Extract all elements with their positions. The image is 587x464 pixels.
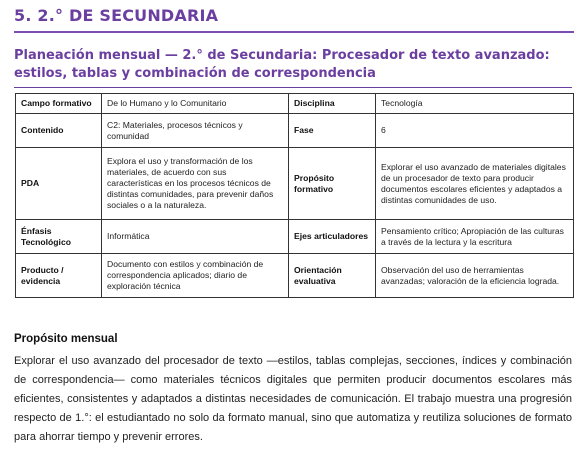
cell-label: Contenido <box>16 114 102 148</box>
cell-label: Orientación evaluativa <box>289 254 376 298</box>
purpose-heading: Propósito mensual <box>14 333 118 345</box>
cell-label: PDA <box>16 148 102 220</box>
cell-value: 6 <box>376 114 574 148</box>
section-heading: 5. 2.° DE SECUNDARIA <box>14 6 219 25</box>
cell-value: Explora el uso y transformación de los materiales, de acuerdo con sus características en los procesos técnicos de distintas comunidades, para prevenir daños sociales o a la naturaleza. <box>102 148 289 220</box>
table-row <box>16 254 574 298</box>
cell-label: Ejes articuladores <box>289 220 376 254</box>
table-row <box>16 114 574 148</box>
table-row <box>16 148 574 220</box>
cell-label: Énfasis Tecnológico <box>16 220 102 254</box>
cell-value: Explorar el uso avanzado de materiales digitales de un procesador de texto para producir documentos escolares eficientes y adaptados a distintas comunidades de uso. <box>376 148 574 220</box>
cell-value: Documento con estilos y combinación de correspondencia aplicados; diario de exploración técnica <box>102 254 289 298</box>
plan-title: Planeación mensual — 2.° de Secundaria: Procesador de texto avanzado: estilos, tablas y combinación de correspondencia <box>14 48 550 81</box>
cell-label: Producto / evidencia <box>16 254 102 298</box>
title-divider <box>14 87 572 88</box>
cell-value: Pensamiento crítico; Apropiación de las culturas a través de la lectura y la escritura <box>376 220 574 254</box>
cell-value: Observación del uso de herramientas avanzadas; valoración de la eficiencia lograda. <box>376 254 574 298</box>
cell-value: C2: Materiales, procesos técnicos y comunidad <box>102 114 289 148</box>
table-row <box>16 220 574 254</box>
table-row <box>16 94 574 114</box>
cell-value: De lo Humano y lo Comunitario <box>102 94 289 114</box>
cell-label: Fase <box>289 114 376 148</box>
heading-divider <box>14 31 574 33</box>
cell-value: Informática <box>102 220 289 254</box>
cell-label: Disciplina <box>289 94 376 114</box>
cell-label: Propósito formativo <box>289 148 376 220</box>
planning-table <box>15 93 574 298</box>
cell-label: Campo formativo <box>16 94 102 114</box>
purpose-paragraph: Explorar el uso avanzado del procesador de texto —estilos, tablas complejas, secciones, índices y combinación de correspondencia— como materiales técnicos digitales que permiten producir documentos escolares más eficientes, consistentes y adaptados a distintas necesidades de comunicación. El trabajo muestra una progresión respecto de 1.°: el estudiantado no solo da formato manual, sino que automatiza y reutiliza soluciones de formato para ahorrar tiempo y prevenir errores. <box>14 355 572 443</box>
cell-value: Tecnología <box>376 94 574 114</box>
